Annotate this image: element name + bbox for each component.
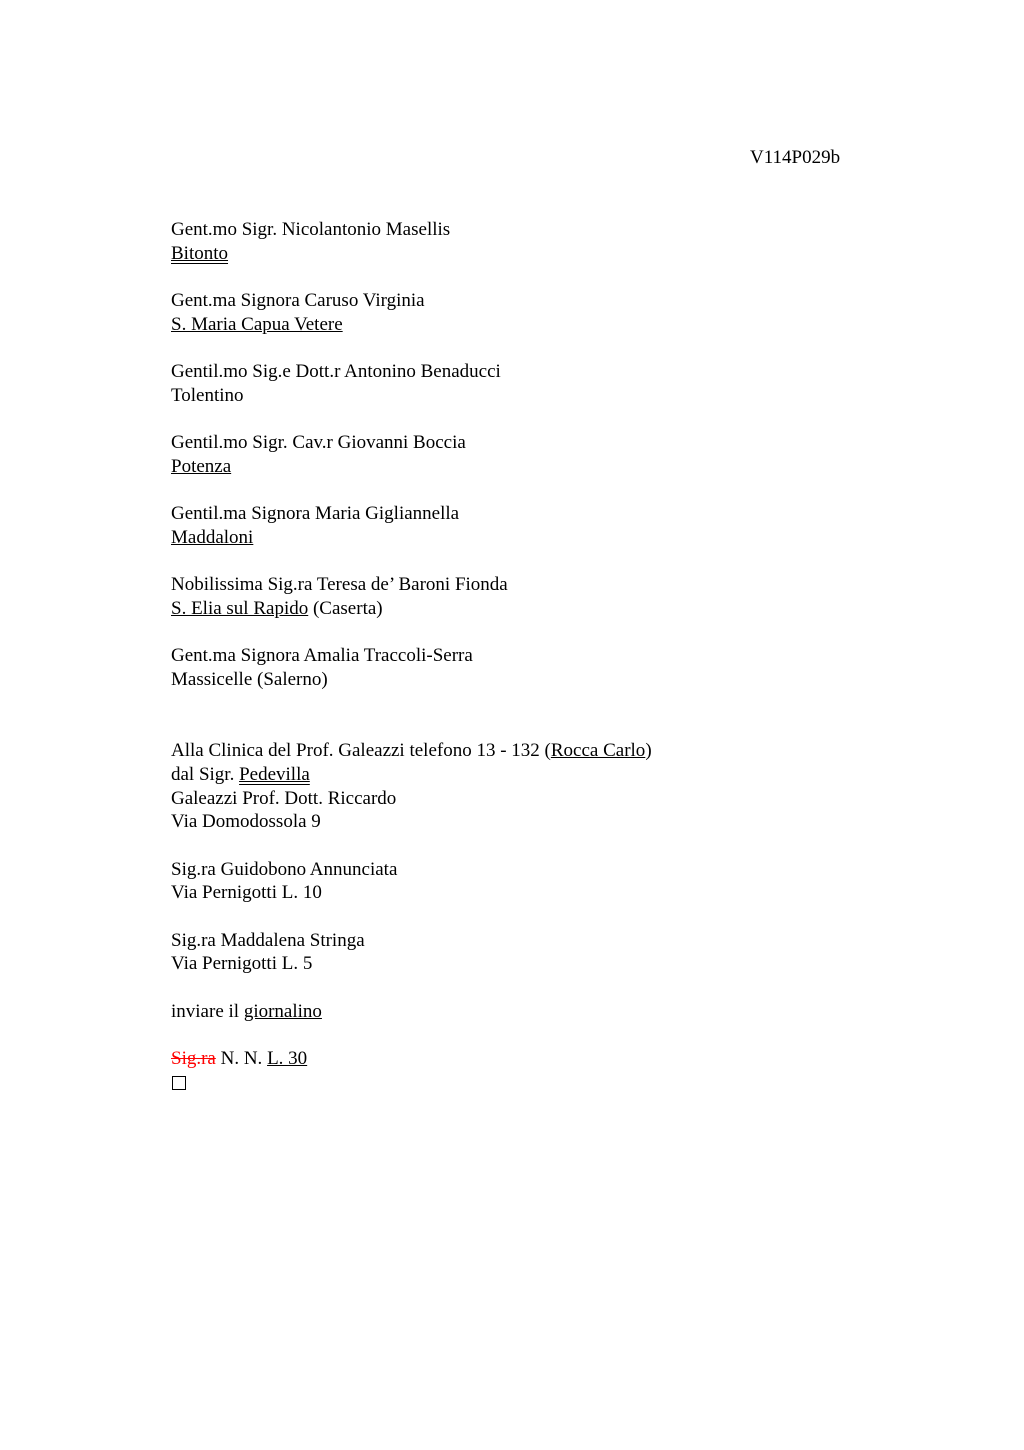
struck-title: Sig.ra <box>171 1048 216 1070</box>
note-line <box>171 1000 871 1024</box>
final-line <box>171 1047 871 1071</box>
address-list <box>171 218 871 1094</box>
clinic-suffix: ) <box>645 740 652 762</box>
note-item: giornalino <box>243 1000 322 1022</box>
entry-name: Gentil.mo Sig.e Dott.r Antonino Benaducci <box>171 361 501 383</box>
entry-name: Gent.ma Signora Caruso Virginia <box>171 290 425 312</box>
clinic-via-name: Pedevilla <box>239 763 310 785</box>
entry-place-text: S. Elia sul Rapido <box>171 598 309 619</box>
entry-place-text: Maddaloni <box>171 526 254 548</box>
entry-place-text: S. Maria Capua Vetere <box>171 313 343 335</box>
entry-name: Gentil.mo Sigr. Cav.r Giovanni Boccia <box>171 432 466 454</box>
empty-checkbox-icon <box>172 1076 186 1090</box>
clinic-via-line <box>171 763 871 787</box>
final-name: N. N. <box>215 1048 268 1070</box>
entry-place <box>171 455 871 479</box>
clinic-address: Via Domodossola 9 <box>171 811 321 833</box>
clinic-line <box>171 739 871 763</box>
contact-address: Via Pernigotti L. 5 <box>171 953 313 975</box>
clinic-prefix: Alla Clinica del Prof. Galeazzi telefono 13 - 132 ( <box>171 740 551 762</box>
entry-place <box>171 597 871 621</box>
entry-name: Gent.mo Sigr. Nicolantonio Masellis <box>171 219 451 240</box>
clinic-via-prefix: dal Sigr. <box>171 763 240 785</box>
contact-address: Via Pernigotti L. 10 <box>171 882 322 904</box>
entry-place <box>171 526 871 550</box>
contact-name: Sig.ra Maddalena Stringa <box>171 929 365 951</box>
final-amount: L. 30 <box>267 1048 308 1070</box>
clinic-doctor: Galeazzi Prof. Dott. Riccardo <box>171 787 397 809</box>
entry-place <box>171 313 871 337</box>
entry-place-text: Potenza <box>171 455 232 477</box>
contact-name: Sig.ra Guidobono Annunciata <box>171 858 398 880</box>
document-reference-code: V114P029b <box>750 147 841 168</box>
entry-place: Tolentino <box>171 384 244 406</box>
entry-place-suffix: (Caserta) <box>308 598 383 619</box>
checkbox-line <box>171 1071 871 1095</box>
entry-place: Massicelle (Salerno) <box>171 669 328 691</box>
entry-name: Gentil.ma Signora Maria Gigliannella <box>171 503 460 525</box>
entry-place-text: Bitonto <box>171 242 229 264</box>
entry-place <box>171 242 871 266</box>
clinic-contact: Rocca Carlo <box>550 740 646 762</box>
entry-name: Nobilissima Sig.ra Teresa de’ Baroni Fionda <box>171 574 508 596</box>
entry-name: Gent.ma Signora Amalia Traccoli-Serra <box>171 645 473 667</box>
note-prefix: inviare il <box>171 1000 244 1022</box>
